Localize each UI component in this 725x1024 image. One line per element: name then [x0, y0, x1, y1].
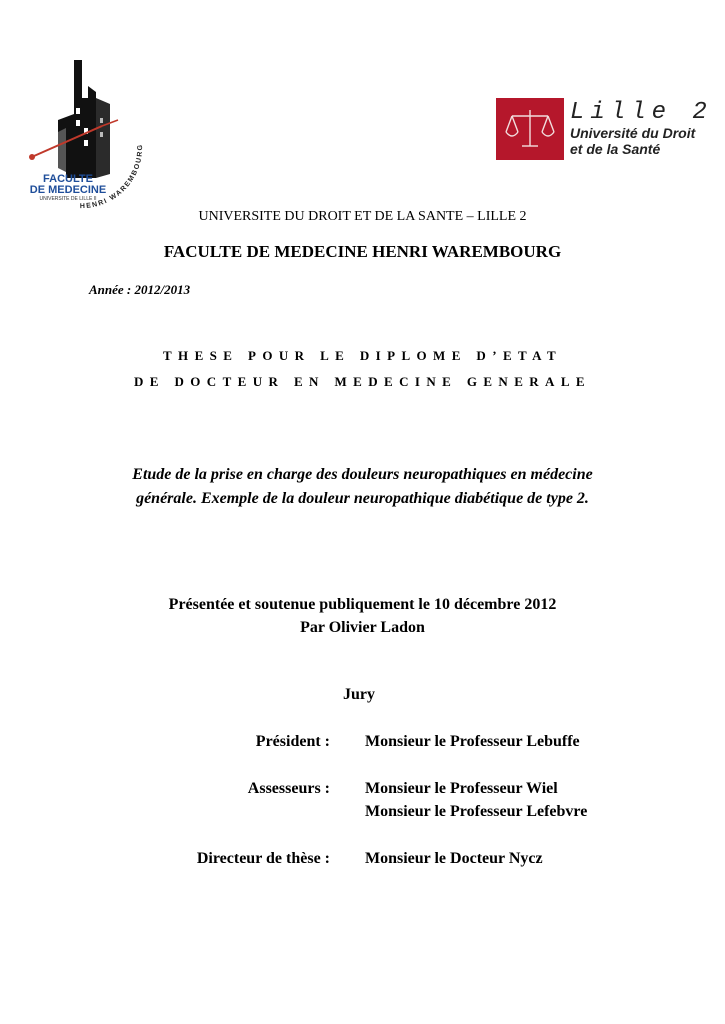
- logo-faculte-line3: UNIVERSITE DE LILLE II: [39, 196, 97, 202]
- defense-date-line: Présentée et soutenue publiquement le 10 décembre 2012: [168, 596, 557, 613]
- logo-faculte-line1: FACULTE: [43, 173, 93, 185]
- lille2-name: Lille 2: [570, 99, 713, 126]
- thesis-type-line2: DE DOCTEUR EN MEDECINE GENERALE: [134, 374, 591, 389]
- jury-name-assesseur-2: Monsieur le Professeur Lefebvre: [365, 803, 588, 820]
- logo-arc-text: HENRI WAREMBOURG: [79, 143, 145, 210]
- jury-role-directeur: Directeur de thèse :: [196, 850, 330, 867]
- jury-role-president: Président :: [255, 733, 330, 750]
- jury-heading: Jury: [343, 686, 375, 703]
- lille2-subtitle-2: et de la Santé: [570, 141, 661, 157]
- jury-name-directeur: Monsieur le Docteur Nycz: [365, 850, 543, 867]
- jury-name-assesseur-1: Monsieur le Professeur Wiel: [365, 780, 558, 797]
- thesis-type-line1: THESE POUR LE DIPLOME D’ETAT: [162, 348, 563, 363]
- jury-role-assesseurs: Assesseurs :: [247, 780, 330, 797]
- jury-name-president: Monsieur le Professeur Lebuffe: [365, 733, 580, 750]
- author-line: Par Olivier Ladon: [300, 619, 425, 636]
- faculty-title: FACULTE DE MEDECINE HENRI WAREMBOURG: [163, 242, 562, 261]
- thesis-title-line2: générale. Exemple de la douleur neuropathique diabétique de type 2.: [136, 490, 589, 507]
- academic-year: Année : 2012/2013: [89, 282, 191, 297]
- logo-faculte-line2: DE MEDECINE: [29, 184, 107, 196]
- lille2-subtitle-1: Université du Droit: [570, 125, 696, 141]
- faculte-medecine-logo: [22, 58, 162, 210]
- lille2-logo: [496, 96, 713, 162]
- thesis-title-line1: Etude de la prise en charge des douleurs neuropathiques en médecine: [132, 466, 593, 483]
- university-name: UNIVERSITE DU DROIT ET DE LA SANTE – LILLE 2: [198, 209, 527, 224]
